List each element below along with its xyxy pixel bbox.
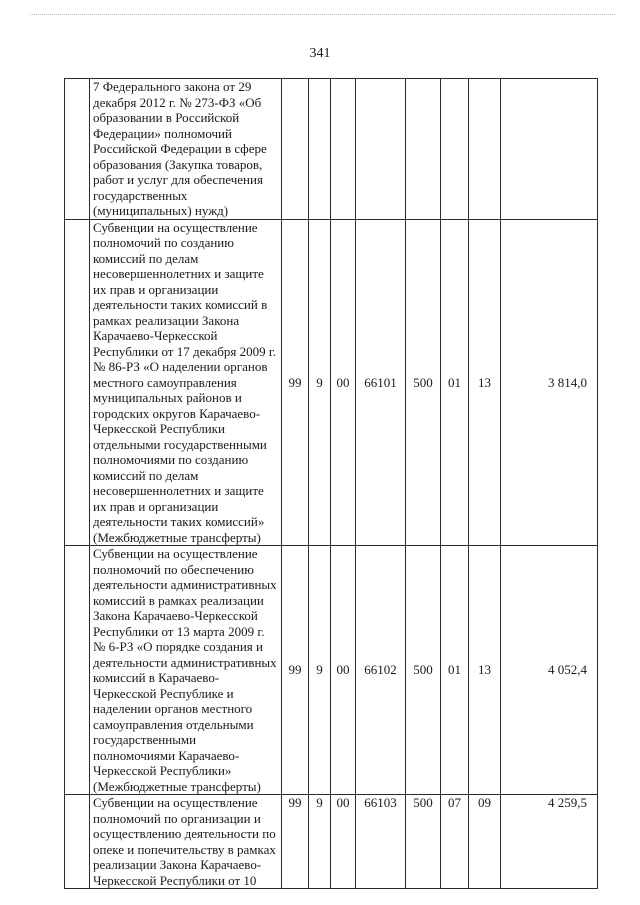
amount-cell	[501, 79, 598, 220]
code-cell: 66101	[356, 219, 406, 546]
code-cell: 01	[441, 219, 469, 546]
table-row	[65, 79, 598, 220]
code-cell: 01	[441, 546, 469, 795]
amount-cell: 4 052,4	[501, 546, 598, 795]
code-cell	[356, 79, 406, 220]
code-cell: 09	[469, 795, 501, 889]
code-cell: 00	[331, 219, 356, 546]
code-cell: 07	[441, 795, 469, 889]
code-cell: 66102	[356, 546, 406, 795]
table-row	[65, 795, 598, 889]
code-cell: 99	[282, 219, 309, 546]
code-cell: 00	[331, 546, 356, 795]
row-number-cell	[65, 795, 90, 889]
code-cell: 500	[406, 219, 441, 546]
row-number-cell	[65, 219, 90, 546]
code-cell: 9	[309, 219, 331, 546]
item-name-cell: 7 Федерального закона от 29 декабря 2012 г. № 273-ФЗ «Об образовании в Российской Федерации» полномочий Российской Федерации в сфере образования (Закупка товаров, работ и услуг для обеспечения государственных (муниципальных) нужд)	[90, 79, 282, 220]
amount-cell: 3 814,0	[501, 219, 598, 546]
amount-cell: 4 259,5	[501, 795, 598, 889]
item-name-cell: Субвенции на осуществление полномочий по обеспечению деятельности административных комиссий в рамках реализации Закона Карачаево-Черкесской Республики от 13 марта 2009 г. № 6-РЗ «О порядке создания и деятельности административных комиссий в Карачаево-Черкесской Республике и наделении органов местного самоуправления отдельными государственными полномочиями Карачаево-Черкесской Республики» (Межбюджетные трансферты)	[90, 546, 282, 795]
code-cell: 500	[406, 546, 441, 795]
code-cell: 9	[309, 795, 331, 889]
code-cell	[406, 79, 441, 220]
code-cell	[469, 79, 501, 220]
code-cell: 99	[282, 546, 309, 795]
code-cell: 500	[406, 795, 441, 889]
page-number: 341	[309, 46, 331, 61]
code-cell: 66103	[356, 795, 406, 889]
budget-table	[64, 78, 598, 889]
code-cell	[441, 79, 469, 220]
item-name-cell: Субвенции на осуществление полномочий по организации и осуществлению деятельности по опеке и попечительству в рамках реализации Закона Карачаево-Черкесской Республики от 10	[90, 795, 282, 889]
code-cell	[331, 79, 356, 220]
row-number-cell	[65, 546, 90, 795]
row-number-cell	[65, 79, 90, 220]
table-row	[65, 546, 598, 795]
code-cell: 9	[309, 546, 331, 795]
scan-edge-line	[30, 14, 615, 15]
code-cell	[282, 79, 309, 220]
code-cell	[309, 79, 331, 220]
code-cell: 99	[282, 795, 309, 889]
code-cell: 00	[331, 795, 356, 889]
code-cell: 13	[469, 219, 501, 546]
item-name-cell: Субвенции на осуществление полномочий по созданию комиссий по делам несовершеннолетних и защите их прав и организации деятельности таких комиссий в рамках реализации Закона Карачаево-Черкесской Республики от 17 декабря 2009 г. № 86-РЗ «О наделении органов местного самоуправления муниципальных районов и городских округов Карачаево-Черкесской Республики отдельными государственными полномочиями по созданию комиссий по делам несовершеннолетних и защите их прав и организации деятельности таких комиссий» (Межбюджетные трансферты)	[90, 219, 282, 546]
table-row	[65, 219, 598, 546]
code-cell: 13	[469, 546, 501, 795]
